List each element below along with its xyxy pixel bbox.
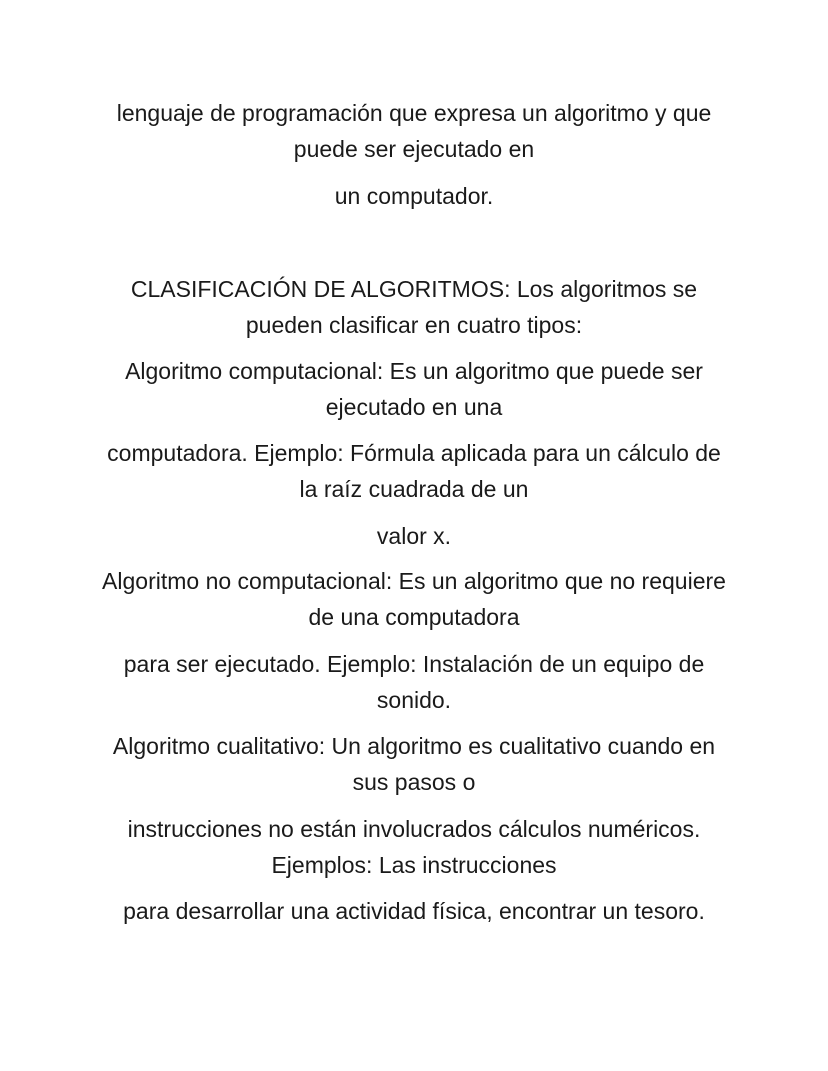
paragraph-no-computacional-ejemplo: para ser ejecutado. Ejemplo: Instalación de un equipo de sonido. <box>123 651 705 713</box>
paragraph-1: lenguaje de programación que expresa un algoritmo y que puede ser ejecutado en <box>116 100 712 162</box>
paragraph-no-computacional-def: Algoritmo no computacional: Es un algoritmo que no requiere de una computadora <box>102 568 726 630</box>
paragraph-valor-x: valor x. <box>376 523 452 549</box>
paragraph-computacional-ejemplo: computadora. Ejemplo: Fórmula aplicada para un cálculo de la raíz cuadrada de un <box>107 440 721 502</box>
paragraph-cualitativo-ejemplos: para desarrollar una actividad física, encontrar un tesoro. <box>123 898 705 924</box>
paragraph-2: un computador. <box>334 183 494 209</box>
section-heading-paragraph: CLASIFICACIÓN DE ALGORITMOS: Los algoritmos se pueden clasificar en cuatro tipos: <box>130 276 698 338</box>
paragraph-cualitativo-instrucciones: instrucciones no están involucrados cálculos numéricos. Ejemplos: Las instrucciones <box>127 816 701 878</box>
paragraph-computacional-def: Algoritmo computacional: Es un algoritmo que puede ser ejecutado en una <box>125 358 703 420</box>
paragraph-cualitativo-def: Algoritmo cualitativo: Un algoritmo es cualitativo cuando en sus pasos o <box>112 733 716 795</box>
